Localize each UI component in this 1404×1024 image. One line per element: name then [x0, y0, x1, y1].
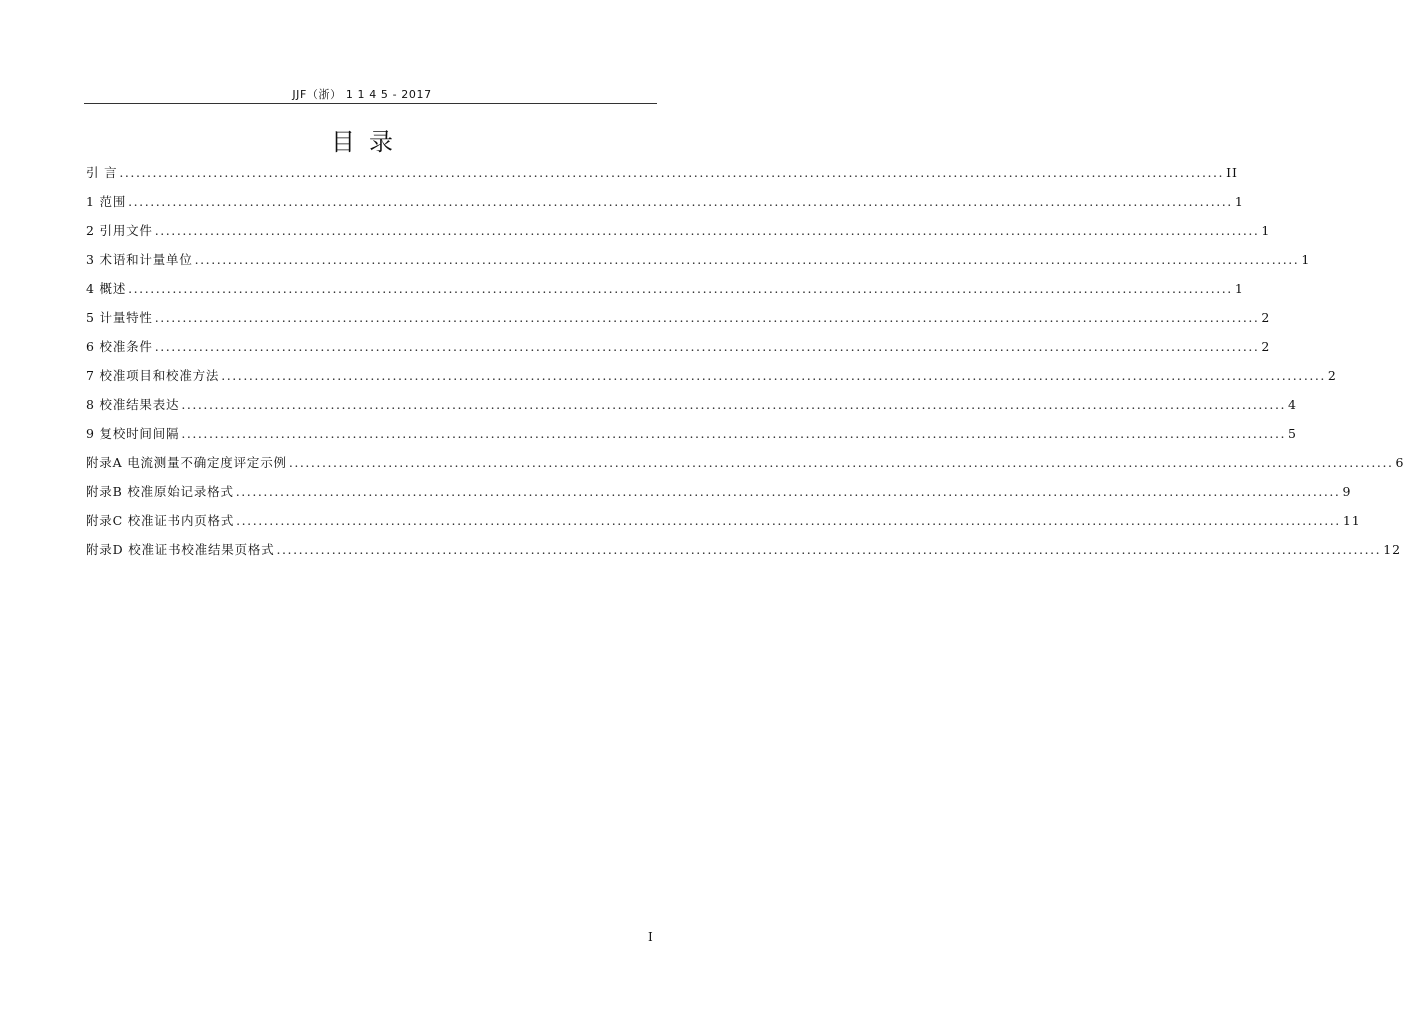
- toc-dot-leader: ........................................................................................................................................................................................................: [181, 426, 1287, 441]
- toc-entry-label: 5 计量特性: [86, 310, 153, 325]
- toc-entry[interactable]: [86, 308, 1271, 337]
- toc-entry[interactable]: [86, 424, 1297, 453]
- header-rule: [84, 103, 657, 104]
- toc-dot-leader: ........................................................................................................................................................................................................: [236, 513, 1341, 528]
- toc-entry[interactable]: [86, 337, 1271, 366]
- running-header: JJF（浙） 1 1 4 5 - 2017: [292, 88, 432, 101]
- toc-entry-page: 1: [1234, 281, 1244, 296]
- toc-entry-page: 1: [1234, 194, 1244, 209]
- toc-entry-label: 附录C 校准证书内页格式: [86, 513, 235, 528]
- toc-entry[interactable]: [86, 453, 1404, 482]
- toc-dot-leader: ........................................................................................................................................................................................................: [221, 368, 1326, 383]
- toc-entry[interactable]: [86, 482, 1352, 511]
- toc-dot-leader: ........................................................................................................................................................................................................: [235, 484, 1341, 499]
- toc-dot-leader: ........................................................................................................................................................................................................: [154, 223, 1260, 238]
- toc-dot-leader: ........................................................................................................................................................................................................: [276, 542, 1382, 557]
- toc-entry-page: 9: [1342, 484, 1352, 499]
- toc-dot-leader: ........................................................................................................................................................................................................: [194, 252, 1300, 267]
- toc-entry-label: 4 概述: [86, 281, 127, 296]
- toc-entry-label: 6 校准条件: [86, 339, 153, 354]
- toc-entry-label: 引 言: [86, 165, 118, 180]
- toc-list: [86, 163, 1404, 569]
- toc-entry-label: 附录A 电流测量不确定度评定示例: [86, 455, 287, 470]
- toc-dot-leader: ........................................................................................................................................................................................................: [128, 281, 1233, 296]
- toc-entry-label: 3 术语和计量单位: [86, 252, 193, 267]
- toc-entry[interactable]: [86, 250, 1311, 279]
- toc-entry[interactable]: [86, 163, 1238, 192]
- toc-entry-page: 2: [1327, 368, 1337, 383]
- toc-dot-leader: ........................................................................................................................................................................................................: [154, 310, 1260, 325]
- toc-entry-label: 9 复校时间间隔: [86, 426, 180, 441]
- toc-entry-page: 2: [1261, 310, 1271, 325]
- toc-entry-page: 1: [1301, 252, 1311, 267]
- toc-dot-leader: ........................................................................................................................................................................................................: [288, 455, 1394, 470]
- toc-entry-page: 12: [1383, 542, 1402, 557]
- toc-entry[interactable]: [86, 540, 1402, 569]
- toc-dot-leader: ........................................................................................................................................................................................................: [181, 397, 1287, 412]
- toc-entry[interactable]: [86, 395, 1297, 424]
- toc-entry-page: 1: [1261, 223, 1271, 238]
- toc-entry[interactable]: [86, 511, 1361, 540]
- toc-entry[interactable]: [86, 221, 1271, 250]
- toc-entry-page: 2: [1261, 339, 1271, 354]
- page-number: I: [648, 930, 653, 944]
- toc-entry-label: 8 校准结果表达: [86, 397, 180, 412]
- toc-entry[interactable]: [86, 366, 1337, 395]
- toc-entry-label: 2 引用文件: [86, 223, 153, 238]
- toc-entry-page: 11: [1342, 513, 1361, 528]
- toc-entry[interactable]: [86, 279, 1244, 308]
- toc-dot-leader: ........................................................................................................................................................................................................: [128, 194, 1233, 209]
- toc-dot-leader: ........................................................................................................................................................................................................: [119, 165, 1225, 180]
- toc-entry-label: 7 校准项目和校准方法: [86, 368, 220, 383]
- toc-entry-page: 5: [1288, 426, 1297, 441]
- toc-entry-label: 附录B 校准原始记录格式: [86, 484, 234, 499]
- toc-entry-label: 1 范围: [86, 194, 127, 209]
- toc-entry-page: II: [1226, 165, 1238, 180]
- toc-entry-label: 附录D 校准证书校准结果页格式: [86, 542, 275, 557]
- toc-entry-page: 4: [1288, 397, 1297, 412]
- toc-entry[interactable]: [86, 192, 1244, 221]
- toc-title: 目录: [331, 128, 407, 156]
- toc-dot-leader: ........................................................................................................................................................................................................: [154, 339, 1260, 354]
- toc-entry-page: 6: [1395, 455, 1404, 470]
